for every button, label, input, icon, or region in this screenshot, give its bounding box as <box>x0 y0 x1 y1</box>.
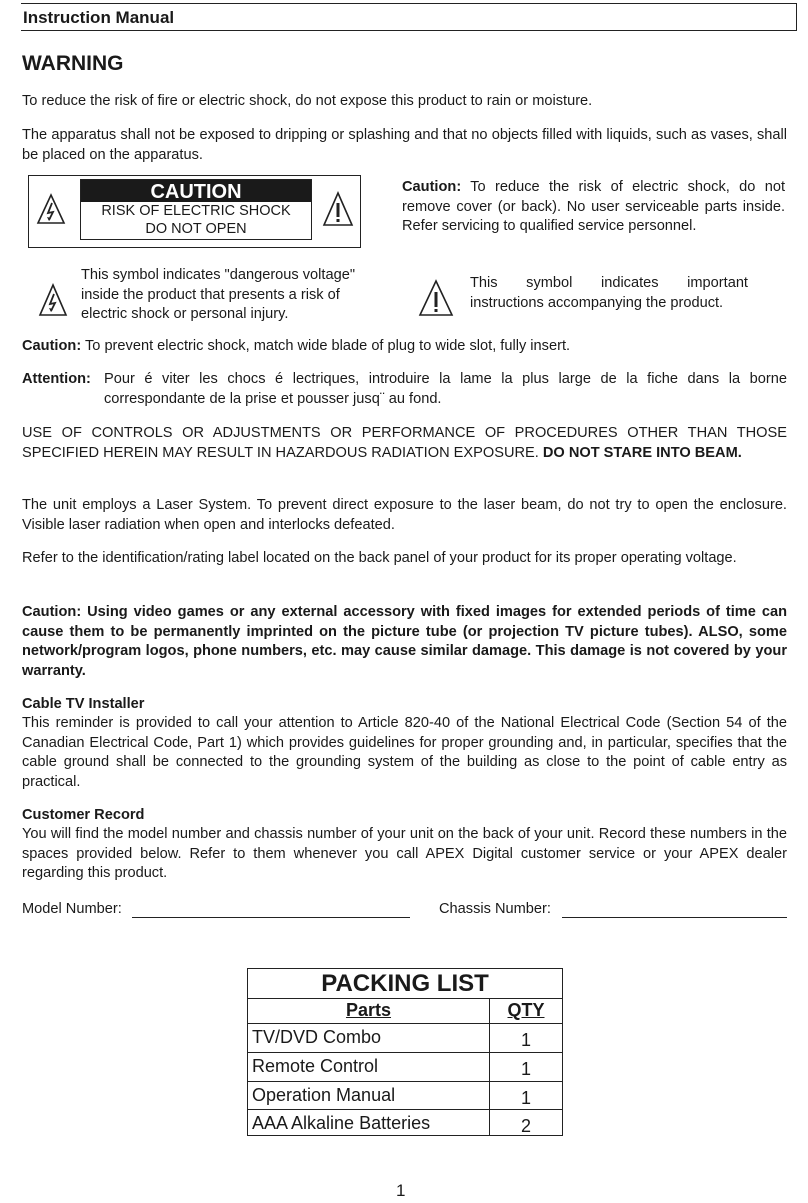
model-number-field[interactable] <box>132 901 410 918</box>
lightning-triangle-icon <box>38 283 68 317</box>
warning-line-2: The apparatus shall not be exposed to dripping or splashing and that no objects filled with liquids, such as vases, shall be placed on the apparatus. <box>22 127 787 163</box>
table-row <box>248 1052 562 1080</box>
caution-plug-body: To prevent electric shock, match wide blade of plug to wide slot, fully insert. <box>81 338 571 354</box>
packing-list-title: PACKING LIST <box>248 969 562 999</box>
header-title: Instruction Manual <box>23 8 175 27</box>
packing-part: TV/DVD Combo <box>252 1027 382 1047</box>
customer-heading: Customer Record <box>22 807 145 823</box>
warning-line-1: To reduce the risk of fire or electric shock, do not expose this product to rain or moisture. <box>22 93 593 109</box>
caution-cover-label: Caution: <box>402 179 462 195</box>
customer-text: You will find the model number and chassis number of your unit on the back of your unit. Record these numbers in the spaces provided below. Refer to them whenever you call APEX Digital customer service or your APEX dealer regarding this product. <box>22 826 787 881</box>
caution-cover-text <box>402 178 785 237</box>
caution-cover-body: To reduce the risk of electric shock, do not remove cover (or back). No user serviceable parts inside. Refer servicing to qualified service personnel. <box>402 179 785 234</box>
video-games-caution: Caution: Using video games or any external accessory with fixed images for extended periods of time can cause them to be permanently imprinted on the picture tube (or projection TV picture tubes). ALSO, some network/program logos, phone numbers, etc. may cause similar damage. This damage is not covered by your warranty. <box>22 604 787 679</box>
attention-text: Pour é viter les chocs é lectriques, introduire la lame la plus large de la fiche dans la borne correspondante de la prise et pousser jusq¨ au fond. <box>104 371 787 407</box>
caution-risk-line: RISK OF ELECTRIC SHOCK <box>101 203 291 219</box>
packing-part: AAA Alkaline Batteries <box>252 1113 431 1133</box>
rating-text: Refer to the identification/rating label located on the back panel of your product for its proper operating voltage. <box>22 550 737 566</box>
packing-part: Operation Manual <box>252 1085 396 1105</box>
chassis-number-label: Chassis Number: <box>439 901 551 917</box>
caution-do-not-open: DO NOT OPEN <box>145 221 247 237</box>
controls-warning <box>22 424 787 463</box>
packing-part: Remote Control <box>252 1056 379 1076</box>
table-row <box>248 1023 562 1051</box>
laser-text: The unit employs a Laser System. To prevent direct exposure to the laser beam, do not try to open the enclosure. Visible laser radiation when open and interlocks defeated. <box>22 497 787 533</box>
cable-heading: Cable TV Installer <box>22 696 145 712</box>
lightning-triangle-icon <box>36 193 66 225</box>
cable-text: This reminder is provided to call your attention to Article 820-40 of the National Electrical Code (Section 54 of the Canadian Electrical Code, Part 1) which provides guidelines for proper grounding and, in particular, specifies that the cable ground shall be connected to the grounding system of the building as close to the point of cable entry as practical. <box>22 715 787 790</box>
table-row <box>248 1109 562 1137</box>
model-number-label: Model Number: <box>22 901 122 917</box>
packing-qty: 1 <box>520 1088 531 1108</box>
packing-qty: 1 <box>520 1059 531 1079</box>
controls-warning-body: USE OF CONTROLS OR ADJUSTMENTS OR PERFORMANCE OF PROCEDURES OTHER THAN THOSE SPECIFIED HEREIN MAY RESULT IN HAZARDOUS RADIATION EXPOSURE. <box>22 425 787 461</box>
caution-label-panel <box>80 179 312 240</box>
exclamation-triangle-icon <box>322 191 354 227</box>
packing-list-table <box>247 968 563 1136</box>
caution-plug-text <box>22 337 787 357</box>
packing-qty: 1 <box>520 1030 531 1050</box>
packing-col-parts: Parts <box>345 1000 392 1020</box>
important-symbol-text: This symbol indicates important instructions accompanying the product. <box>470 275 748 311</box>
table-row <box>248 1081 562 1109</box>
caution-box <box>28 175 361 248</box>
voltage-symbol-text: This symbol indicates "dangerous voltage" inside the product that presents a risk of electric shock or personal injury. <box>81 267 356 322</box>
header-bar <box>21 3 797 31</box>
caution-title: CAUTION <box>81 180 311 202</box>
chassis-number-field[interactable] <box>562 901 787 918</box>
controls-warning-bold: DO NOT STARE INTO BEAM. <box>542 444 742 461</box>
attention-label: Attention: <box>22 371 91 387</box>
page-number: 1 <box>396 1181 406 1200</box>
warning-heading: WARNING <box>22 52 124 75</box>
packing-col-qty: QTY <box>507 1000 545 1020</box>
packing-qty: 2 <box>520 1116 531 1136</box>
caution-plug-label: Caution: <box>22 338 82 354</box>
exclamation-triangle-icon <box>418 279 454 317</box>
